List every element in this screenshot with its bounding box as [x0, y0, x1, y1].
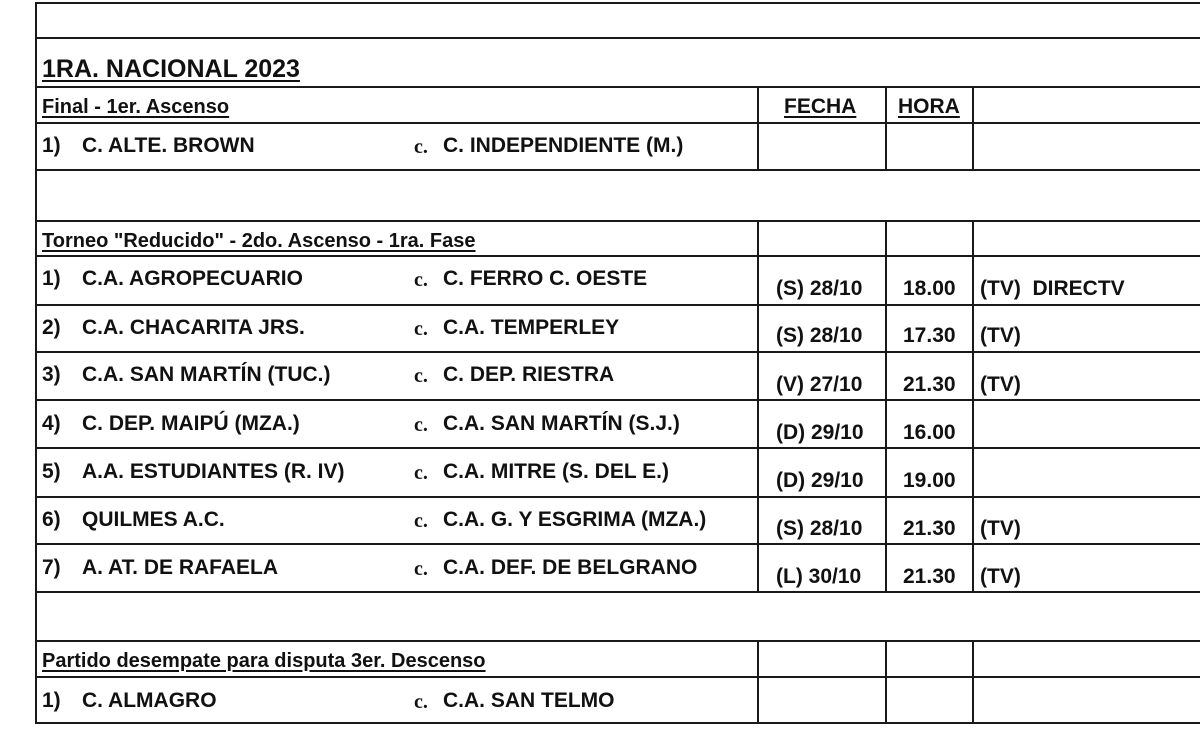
match-number: 7) — [42, 556, 61, 579]
match-time: 16.00 — [903, 421, 956, 444]
rule — [35, 255, 1200, 257]
versus-label: c. — [414, 414, 428, 436]
match-time: 18.00 — [903, 277, 956, 300]
broadcast-info: (TV) — [980, 517, 1021, 540]
match-number: 1) — [42, 267, 61, 290]
versus-label: c. — [414, 365, 428, 387]
column-divider — [972, 220, 974, 592]
away-team: C.A. MITRE (S. DEL E.) — [443, 460, 669, 483]
rule — [35, 722, 1200, 724]
section-heading: Partido desempate para disputa 3er. Descenso — [42, 650, 486, 672]
column-divider — [885, 220, 887, 592]
rule — [35, 447, 1200, 449]
home-team: C.A. AGROPECUARIO — [82, 267, 303, 290]
match-time: 17.30 — [903, 324, 956, 347]
away-team: C.A. SAN MARTÍN (S.J.) — [443, 412, 680, 435]
versus-label: c. — [414, 691, 428, 713]
versus-label: c. — [414, 318, 428, 340]
column-divider — [972, 640, 974, 724]
match-date: (S) 28/10 — [776, 277, 863, 300]
home-team: A.A. ESTUDIANTES (R. IV) — [82, 460, 345, 483]
section-heading: Final - 1er. Ascenso — [42, 96, 230, 118]
rule — [35, 676, 1200, 678]
versus-label: c. — [414, 558, 428, 580]
home-team: C. DEP. MAIPÚ (MZA.) — [82, 412, 300, 435]
home-team: C.A. SAN MARTÍN (TUC.) — [82, 363, 331, 386]
home-team: C. ALMAGRO — [82, 689, 217, 712]
match-number: 6) — [42, 508, 61, 531]
rule — [35, 2, 1200, 4]
rule — [35, 37, 1200, 39]
match-number: 5) — [42, 460, 61, 483]
rule — [35, 399, 1200, 401]
broadcast-info: (TV) DIRECTV — [980, 277, 1125, 300]
match-time: 21.30 — [903, 565, 956, 588]
section-heading: Torneo "Reducido" - 2do. Ascenso - 1ra. Fase — [42, 230, 476, 252]
column-divider — [885, 86, 887, 170]
broadcast-info: (TV) — [980, 373, 1021, 396]
match-time: 19.00 — [903, 469, 956, 492]
home-team: QUILMES A.C. — [82, 508, 225, 531]
match-date: (V) 27/10 — [776, 373, 863, 396]
match-time: 21.30 — [903, 373, 956, 396]
column-divider — [885, 640, 887, 724]
versus-label: c. — [414, 136, 428, 158]
match-number: 1) — [42, 689, 61, 712]
rule — [35, 591, 1200, 593]
border-left — [35, 2, 37, 724]
column-divider — [757, 640, 759, 724]
match-date: (S) 28/10 — [776, 324, 863, 347]
match-number: 3) — [42, 363, 61, 386]
home-team: C. ALTE. BROWN — [82, 134, 255, 157]
broadcast-info: (TV) — [980, 565, 1021, 588]
home-team: C.A. CHACARITA JRS. — [82, 316, 305, 339]
rule — [35, 640, 1200, 642]
away-team: C. DEP. RIESTRA — [443, 363, 615, 386]
match-time: 21.30 — [903, 517, 956, 540]
match-date: (D) 29/10 — [776, 469, 864, 492]
broadcast-info: (TV) — [980, 324, 1021, 347]
column-divider — [972, 86, 974, 170]
versus-label: c. — [414, 510, 428, 532]
column-divider — [757, 86, 759, 170]
match-number: 4) — [42, 412, 61, 435]
away-team: C. INDEPENDIENTE (M.) — [443, 134, 684, 157]
versus-label: c. — [414, 462, 428, 484]
rule — [35, 86, 1200, 88]
away-team: C. FERRO C. OESTE — [443, 267, 648, 290]
match-number: 2) — [42, 316, 61, 339]
home-team: A. AT. DE RAFAELA — [82, 556, 279, 579]
match-date: (D) 29/10 — [776, 421, 864, 444]
column-divider — [757, 220, 759, 592]
versus-label: c. — [414, 269, 428, 291]
match-number: 1) — [42, 134, 61, 157]
page-title: 1RA. NACIONAL 2023 — [42, 55, 300, 83]
away-team: C.A. DEF. DE BELGRANO — [443, 556, 698, 579]
away-team: C.A. SAN TELMO — [443, 689, 615, 712]
match-date: (L) 30/10 — [776, 565, 862, 588]
column-header-hora: HORA — [898, 95, 960, 118]
away-team: C.A. TEMPERLEY — [443, 316, 620, 339]
column-header-fecha: FECHA — [784, 95, 857, 118]
away-team: C.A. G. Y ESGRIMA (MZA.) — [443, 508, 707, 531]
rule — [35, 122, 1200, 124]
match-date: (S) 28/10 — [776, 517, 863, 540]
rule — [35, 496, 1200, 498]
rule — [35, 351, 1200, 353]
rule — [35, 169, 1200, 171]
rule — [35, 543, 1200, 545]
rule — [35, 220, 1200, 222]
rule — [35, 304, 1200, 306]
